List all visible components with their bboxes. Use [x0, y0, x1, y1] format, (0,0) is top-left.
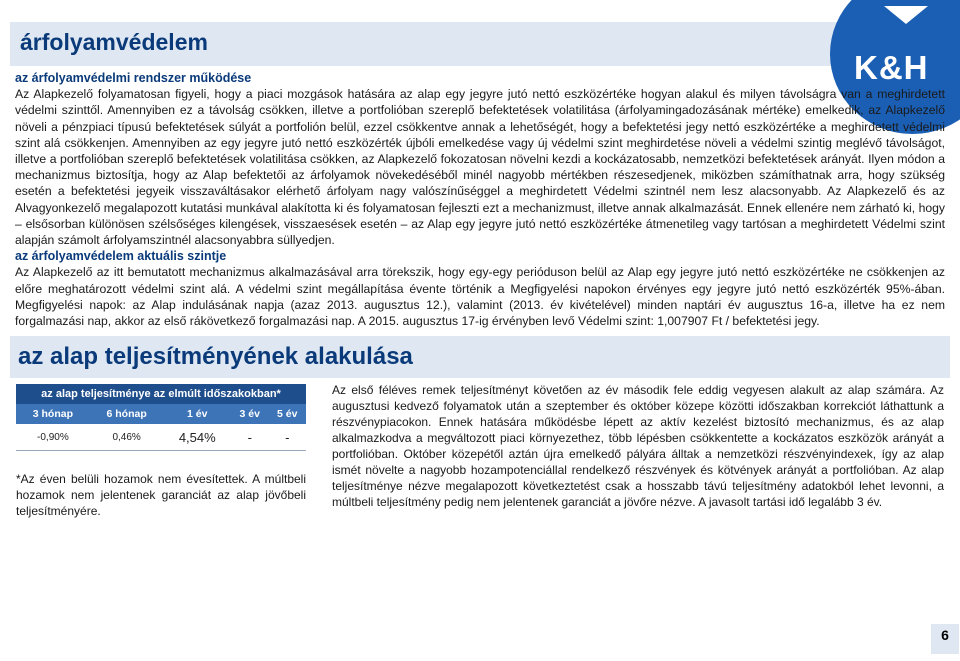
value-cell: -0,90% [16, 424, 90, 451]
performance-table-title: az alap teljesítménye az elmúlt időszakokban* [16, 384, 306, 404]
performance-footnote: *Az éven belüli hozamok nem évesítettek. A múltbeli hozamok nem jelentenek garanciát az alap jövőbeli teljesítményére. [16, 472, 306, 518]
section-heading-mechanism: az árfolyamvédelmi rendszer működése [15, 71, 252, 85]
page-title: árfolyamvédelem [20, 29, 208, 55]
performance-table-values-row [16, 424, 306, 451]
performance-commentary: Az első féléves remek teljesítményt követően az év második fele eddig vegyesen alakult az alap számára. Az augusztusi kedvező folyamatok után a szeptember és október közepe közötti időszakban korrekciót láthattunk a részvénypiacokon. Ennek hatására működésbe lépett az aktív kezelést biztosító mechanizmus, és az alap alkalmazkodva a megváltozott piaci környezethez, több lépésben csökkentette a kockázatos eszközök arányát a portfolióban. Október közepétől aztán újra emelkedő pályára álltak a nemzetközi részvényindexek, így az alap ismét növelte a nagyobb hozampotenciállal rendelkező részvények és kötvények arányát a portfolióban. Az alap teljesítménye nézve megalapozott következtetést csak a hosszabb távú teljesítmény adatokból lehet levonni, a múltbeli teljesítmény pedig nem jelentenek garanciát a jövőre nézve. A javasolt tartási idő legalább 3 év. [332, 383, 944, 509]
value-cell: - [231, 424, 268, 451]
current-level-paragraph: Az Alapkezelő az itt bemutatott mechanizmus alkalmazásával arra törekszik, hogy egy-egy perióduson belül az Alap egy jegyre jutó nettó eszközértéke ne csökkenjen az előre meghatározott védelmi szint alá. A védelmi szint megállapítása évente történik a Megfigyelési napokon érvényes egy jegyre jutó nettó eszközérték 95%-ában. Megfigyelési napok: az Alap indulásának napja (azaz 2013. augusztus 12.), valamint (2013. év kivételével) minden naptári év augusztus 16-a, illetve ha ez nem forgalmazási nap, akkor az első rákövetkező forgalmazási nap. A 2015. augusztus 17-ig érvényben levő Védelmi szint: 1,007907 Ft / befektetési jegy. [15, 265, 945, 329]
title-band [10, 22, 950, 66]
column-header: 3 év [231, 404, 268, 424]
column-header: 5 év [268, 404, 306, 424]
page-number: 6 [931, 624, 959, 654]
performance-table [16, 384, 306, 451]
section-protection-mechanism [15, 70, 945, 329]
performance-title: az alap teljesítményének alakulása [18, 343, 413, 370]
performance-table-header-row [16, 404, 306, 424]
section-heading-current-level: az árfolyamvédelem aktuális szintje [15, 249, 227, 264]
value-cell: 4,54% [164, 424, 232, 451]
value-cell: 0,46% [90, 424, 164, 451]
mechanism-paragraph: Az Alapkezelő folyamatosan figyeli, hogy a piaci mozgások hatására az alap egy jegyre jutó nettó eszközértéke hogyan alakul és milyen távolságra van a meghirdetett védelmi szinttől. Amennyiben ez a távolság csökken, illetve a portfolióban szereplő befektetések volatilitása (árfolyamingadozásának mértéke) emelkedik, az Alapkezelő növeli a pénzpiaci típusú befektetések súlyát a portfolión belül, ezzel csökkentve annak a lehetőségét, hogy a befektetési jegy nettó eszközértéke a meghirdetett védelmi szint alá csökkenjen. Amennyiben az egy jegyre jutó nettó eszközérték újbóli emelkedése vagy új védelmi szint meghirdetése növeli a védelmi szintig meglévő távolságot, illetve a portfolióban szereplő befektetések volatilitása csökken, az Alapkezelő fokozatosan növelni kezdi a kockázatosabb, nemzetközi befektetések arányát. Ilyen módon a mechanizmus biztosítja, hogy az Alap befektetői az árfolyamok növekedéséből minél nagyobb mértékben részesedjenek, miközben számíthatnak arra, hogy szükség esetén a befektetési jegyeik visszaváltásakor elérhető árfolyam nagy valószínűséggel a meghirdetett Védelmi szintnél nem lesz alacsonyabb. Az Alapkezelő és az Alvagyonkezelő megalapozott kutatási munkával alakította ki és folyamatosan fejleszti ezt a mechanizmust, illetve annak alkalmazását. Ennek ellenére nem zárható ki, hogy – elsősorban különösen szélsőséges kilengések, visszaesések esetén – az Alap egy jegyre jutó nettó eszközértéke átmenetileg vagy tartósan a meghirdetett Védelmi szint alapján számolt árfolyamszintnél alacsonyabbra süllyedjen. [15, 87, 945, 248]
column-header: 6 hónap [90, 404, 164, 424]
performance-title-band [10, 336, 950, 378]
kh-logo-text: K&H [854, 49, 929, 86]
column-header: 1 év [164, 404, 232, 424]
kh-logo-triangle-icon [884, 6, 928, 46]
column-header: 3 hónap [16, 404, 90, 424]
value-cell: - [268, 424, 306, 451]
performance-table-title-row [16, 384, 306, 404]
